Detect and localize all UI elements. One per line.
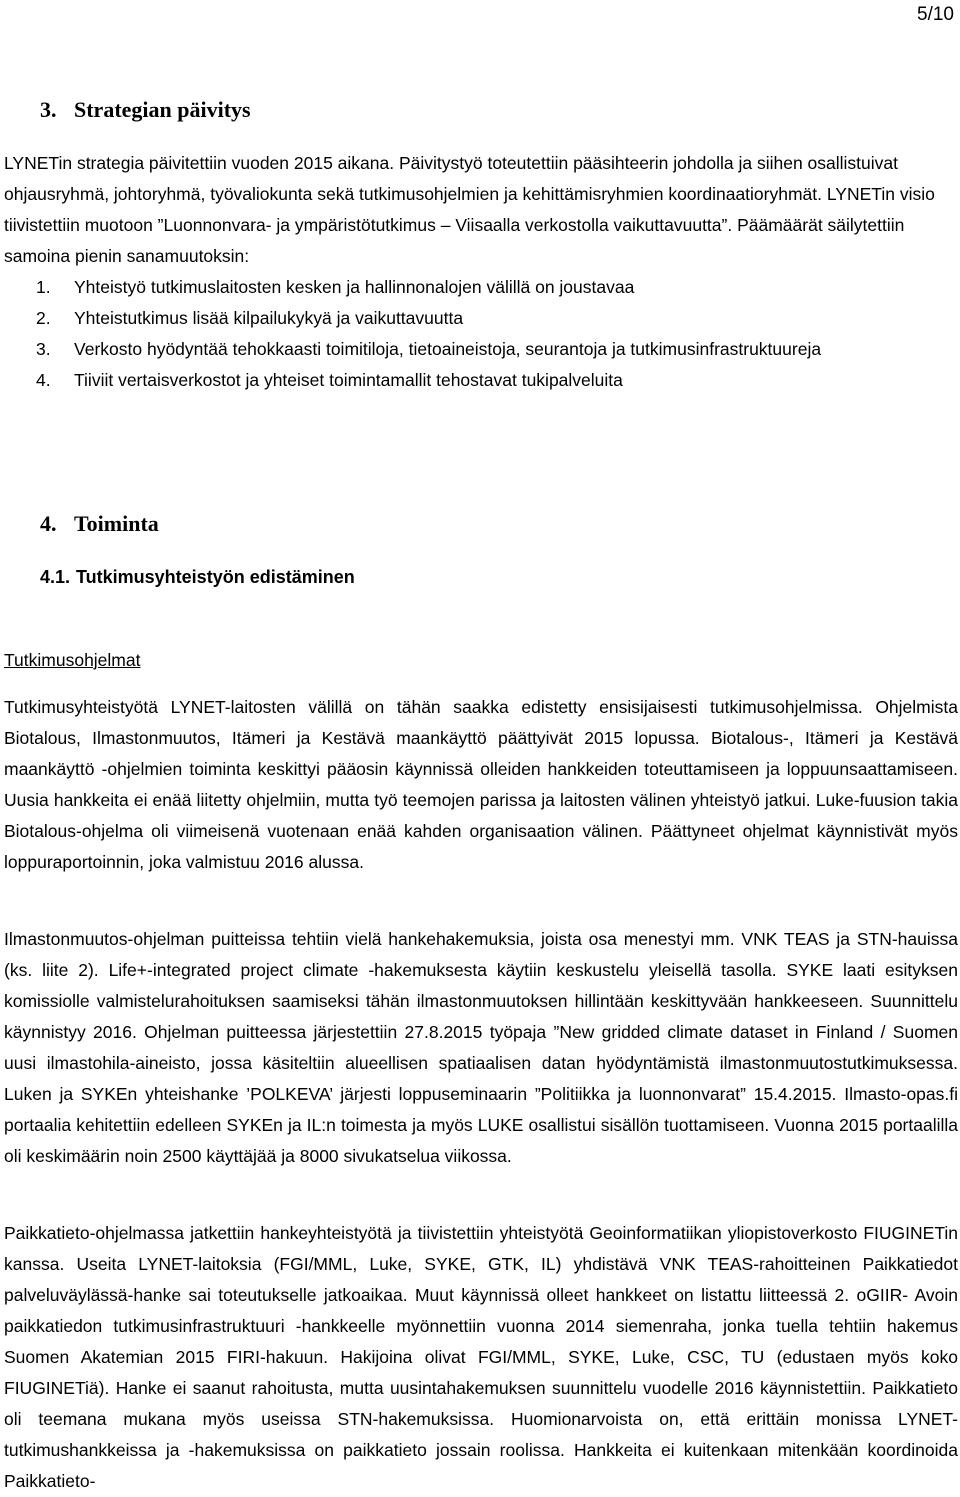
goal-text: Tiiviit vertaisverkostot ja yhteiset toimintamallit tehostavat tukipalveluita bbox=[74, 370, 623, 390]
list-item bbox=[36, 334, 936, 365]
goal-text: Yhteistyö tutkimuslaitosten kesken ja hallinnonalojen välillä on joustavaa bbox=[74, 277, 635, 297]
subsection-4-1-title: Tutkimusyhteistyön edistäminen bbox=[76, 567, 355, 587]
section-3-number: 3. bbox=[40, 97, 57, 122]
goal-number: 4. bbox=[36, 370, 51, 390]
section-4-title: Toiminta bbox=[74, 511, 159, 536]
page-number: 5/10 bbox=[917, 4, 954, 25]
goal-number: 3. bbox=[36, 339, 51, 359]
section-3-title: Strategian päivitys bbox=[74, 97, 251, 122]
list-item bbox=[36, 272, 936, 303]
goal-text: Verkosto hyödyntää tehokkaasti toimitiloja, tietoaineistoja, seurantoja ja tutkimusinfrastruktuureja bbox=[74, 339, 822, 359]
section-4-number: 4. bbox=[40, 511, 57, 536]
section-4-heading bbox=[40, 511, 159, 537]
subsection-4-1-heading bbox=[40, 567, 355, 588]
subsection-4-1-number: 4.1. bbox=[40, 567, 71, 587]
list-item bbox=[36, 365, 936, 396]
goal-number: 1. bbox=[36, 277, 51, 297]
research-programs-paragraph: Tutkimusyhteistyötä LYNET-laitosten välillä on tähän saakka edistetty ensisijaisesti tutkimusohjelmissa. Ohjelmista Biotalous, Ilmastonmuutos, Itämeri ja Kestävä maankäyttö päättyivät 2015 lopussa. Biotalous-, Itämeri ja Kestävä maankäyttö -ohjelmien toiminta keskittyi pääosin käynnissä olleiden hankkeiden toteuttamiseen ja loppuunsaattamiseen. Uusia hankkeita ei enää liitetty ohjelmiin, mutta työ teemojen parissa ja laitosten välinen yhteistyö jatkui. Luke-fuusion takia Biotalous-ohjelma oli viimeisenä vuotenaan enää kahden organisaation välinen. Päättyneet ohjelmat käynnistivät myös loppuraportoinnin, joka valmistuu 2016 alussa. bbox=[4, 697, 958, 872]
list-item bbox=[36, 303, 936, 334]
climate-program-paragraph: Ilmastonmuutos-ohjelman puitteissa tehtiin vielä hankehakemuksia, joista osa menestyi mm. VNK TEAS ja STN-hauissa (ks. liite 2). Life+-integrated project climate -hakemuksesta käytiin keskustelu yleisellä tasolla. SYKE laati esityksen komissiolle valmistelurahoituksen saamiseksi tähän ilmastonmuutoksen hillintään keskittyvään hankkeeseen. Suunnittelu käynnistyy 2016. Ohjelman puitteessa järjestettiin 27.8.2015 työpaja ”New gridded climate dataset in Finland / Suomen uusi ilmastohila-aineisto, jossa käsiteltiin alueellisen spatiaalisen datan hyödyntämistä ilmastonmuutostutkimuksessa. Luken ja SYKEn yhteishanke ’POLKEVA’ järjesti loppuseminaarin ”Politiikka ja luonnonvarat” 15.4.2015. Ilmasto-opas.fi portaalia kehitettiin edelleen SYKEn ja IL:n toimesta ja myös LUKE osallistui sisällön tuottamiseen. Vuonna 2015 portaalilla oli keskimäärin noin 2500 käyttäjää ja 8000 sivukatselua viikossa. bbox=[4, 929, 958, 1166]
section-3-heading bbox=[40, 97, 251, 123]
geoinformation-program-paragraph: Paikkatieto-ohjelmassa jatkettiin hankeyhteistyötä ja tiivistettiin yhteistyötä Geoinformatiikan yliopistoverkosto FIUGINETin kanssa. Useita LYNET-laitoksia (FGI/MML, Luke, SYKE, GTK, IL) yhdistävä VNK TEAS-rahoitteinen Paikkatiedot palveluväylässä-hanke sai toteutukselle jatkoaikaa. Muut käynnissä olleet hankkeet on listattu liitteessä 2. oGIIR- Avoin paikkatiedon tutkimusinfrastruktuuri -hankkeelle myönnettiin vuonna 2014 siemenraha, jonka tuella tehtiin hakemus Suomen Akatemian 2015 FIRI-hakuun. Hakijoina olivat FGI/MML, SYKE, Luke, CSC, TU (edustaen myös koko FIUGINETiä). Hanke ei saanut rahoitusta, mutta uusintahakemuksen suunnittelu vuodelle 2016 käynnistettiin. Paikkatieto oli teemana mukana myös useissa STN-hakemuksissa. Huomionarvoista on, että erittäin monissa LYNET-tutkimushankkeissa ja -hakemuksissa on paikkatieto jossain roolissa. Hankkeita ei kuitenkaan mitenkään koordinoida Paikkatieto- bbox=[4, 1223, 958, 1491]
strategy-paragraph: LYNETin strategia päivitettiin vuoden 2015 aikana. Päivitystyö toteutettiin pääsihteerin johdolla ja siihen osallistuivat ohjausryhmä, johtoryhmä, työvaliokunta sekä tutkimusohjelmien ja kehittämisryhmien koordinaatioryhmät. LYNETin visio tiivistettiin muotoon ”Luonnonvara- ja ympäristötutkimus – Viisaalla verkostolla vaikuttavuutta”. Päämäärät säilytettiin samoina pienin sanamuutoksin: bbox=[4, 153, 935, 266]
goal-number: 2. bbox=[36, 308, 51, 328]
research-programs-subheading: Tutkimusohjelmat bbox=[4, 650, 141, 670]
goals-list bbox=[36, 272, 936, 396]
goal-text: Yhteistutkimus lisää kilpailukykyä ja vaikuttavuutta bbox=[74, 308, 464, 328]
